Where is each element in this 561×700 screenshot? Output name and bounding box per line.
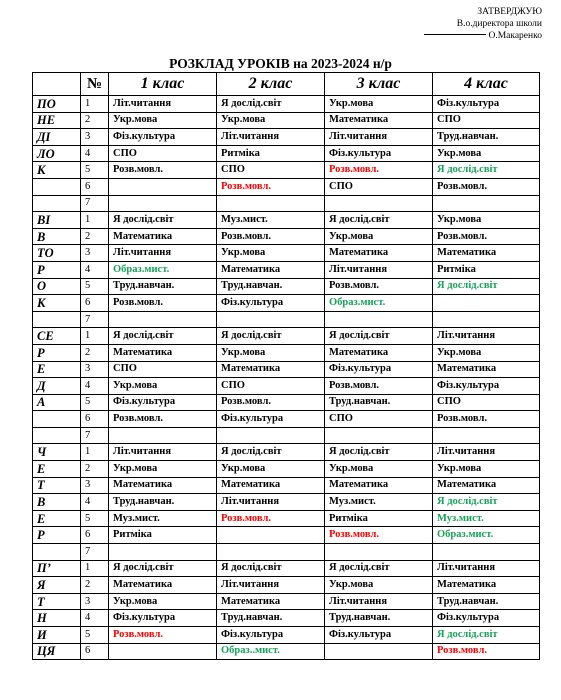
lesson-cell-class-4 — [433, 427, 540, 444]
table-row — [33, 544, 540, 561]
table-row — [33, 178, 540, 195]
lesson-cell-class-1: Фіз.культура — [109, 394, 217, 411]
day-letters — [33, 544, 81, 561]
lesson-cell-class-4: Розв.мовл. — [433, 178, 540, 195]
lesson-cell-class-1: Муз.мист. — [109, 510, 217, 527]
page-title: РОЗКЛАД УРОКІВ на 2023-2024 н/р — [169, 56, 392, 71]
table-row — [33, 477, 540, 494]
table-row — [33, 627, 540, 644]
lesson-cell-class-1 — [109, 544, 217, 561]
lesson-cell-class-4: Труд.навчан. — [433, 129, 540, 146]
lesson-number: 7 — [81, 311, 109, 328]
lesson-cell-class-4: Укр.мова — [433, 212, 540, 229]
lesson-cell-class-3 — [325, 311, 433, 328]
lesson-cell-class-2: Розв.мовл. — [217, 178, 325, 195]
lesson-cell-class-3: Труд.навчан. — [325, 394, 433, 411]
day-letters: О — [33, 278, 81, 295]
lesson-number: 6 — [81, 295, 109, 312]
day-letters: НЕ — [33, 112, 81, 129]
day-letters — [33, 411, 81, 428]
table-row — [33, 361, 540, 378]
lesson-number: 1 — [81, 444, 109, 461]
lesson-cell-class-2: Я дослід.світ — [217, 328, 325, 345]
table-row — [33, 295, 540, 312]
lesson-number: 5 — [81, 278, 109, 295]
table-row — [33, 461, 540, 478]
lesson-cell-class-3: Укр.мова — [325, 228, 433, 245]
lesson-cell-class-2: Математика — [217, 361, 325, 378]
lesson-cell-class-2: Розв.мовл. — [217, 510, 325, 527]
lesson-cell-class-4: Математика — [433, 361, 540, 378]
lesson-cell-class-2: Я дослід.світ — [217, 560, 325, 577]
lesson-cell-class-3 — [325, 643, 433, 660]
table-row — [33, 162, 540, 179]
day-letters: Д — [33, 378, 81, 395]
table-row — [33, 610, 540, 627]
table-row — [33, 245, 540, 262]
table-row — [33, 344, 540, 361]
lesson-cell-class-2: Фіз.культура — [217, 295, 325, 312]
lesson-number: 5 — [81, 394, 109, 411]
day-letters: Я — [33, 577, 81, 594]
lesson-cell-class-2: Труд.навчан. — [217, 278, 325, 295]
table-row — [33, 129, 540, 146]
lesson-cell-class-3: Математика — [325, 477, 433, 494]
lesson-cell-class-2: Розв.мовл. — [217, 228, 325, 245]
table-row — [33, 411, 540, 428]
lesson-cell-class-1: Я дослід.світ — [109, 560, 217, 577]
lesson-number: 2 — [81, 344, 109, 361]
lesson-cell-class-3: Розв.мовл. — [325, 278, 433, 295]
day-letters: ЛО — [33, 145, 81, 162]
table-row — [33, 560, 540, 577]
lesson-cell-class-3: Образ.мист. — [325, 295, 433, 312]
lesson-cell-class-4 — [433, 195, 540, 212]
lesson-cell-class-1: Я дослід.світ — [109, 328, 217, 345]
lesson-number: 7 — [81, 427, 109, 444]
lesson-cell-class-3: Муз.мист. — [325, 494, 433, 511]
lesson-cell-class-1: Фіз.культура — [109, 129, 217, 146]
day-letters: ДІ — [33, 129, 81, 146]
lesson-cell-class-2: Математика — [217, 261, 325, 278]
day-letters: И — [33, 627, 81, 644]
lesson-cell-class-2: Математика — [217, 593, 325, 610]
lesson-cell-class-2: Укр.мова — [217, 461, 325, 478]
lesson-cell-class-4: Розв.мовл. — [433, 643, 540, 660]
lesson-cell-class-2: Я дослід.світ — [217, 444, 325, 461]
lesson-cell-class-4: Математика — [433, 245, 540, 262]
lesson-cell-class-3: Розв.мовл. — [325, 527, 433, 544]
day-letters: Р — [33, 261, 81, 278]
lesson-number: 2 — [81, 461, 109, 478]
lesson-cell-class-4: СПО — [433, 394, 540, 411]
table-row — [33, 96, 540, 113]
table-row — [33, 444, 540, 461]
lesson-cell-class-4: Труд.навчан. — [433, 593, 540, 610]
day-letters: Е — [33, 361, 81, 378]
lesson-cell-class-1 — [109, 427, 217, 444]
table-row — [33, 278, 540, 295]
lesson-cell-class-3: Я дослід.світ — [325, 212, 433, 229]
lesson-cell-class-3: Фіз.культура — [325, 145, 433, 162]
lesson-cell-class-4: Розв.мовл. — [433, 228, 540, 245]
lesson-number: 4 — [81, 145, 109, 162]
approval-signature — [424, 30, 542, 42]
lesson-cell-class-4: Розв.мовл. — [433, 411, 540, 428]
lesson-cell-class-4 — [433, 295, 540, 312]
day-letters: П’ — [33, 560, 81, 577]
table-row — [33, 494, 540, 511]
lesson-cell-class-2: Укр.мова — [217, 112, 325, 129]
lesson-cell-class-3: Математика — [325, 112, 433, 129]
day-letters — [33, 311, 81, 328]
lesson-cell-class-1 — [109, 643, 217, 660]
lesson-cell-class-4: Літ.читання — [433, 444, 540, 461]
lesson-cell-class-1: СПО — [109, 361, 217, 378]
table-row — [33, 378, 540, 395]
lesson-cell-class-3 — [325, 544, 433, 561]
header-class-1: 1 клас — [109, 73, 217, 96]
header-num: № — [81, 73, 109, 96]
day-letters: В — [33, 228, 81, 245]
lesson-number: 6 — [81, 643, 109, 660]
day-letters: А — [33, 394, 81, 411]
lesson-number: 3 — [81, 361, 109, 378]
lesson-cell-class-4: Літ.читання — [433, 328, 540, 345]
approval-block — [424, 6, 542, 42]
lesson-cell-class-2: Укр.мова — [217, 344, 325, 361]
lesson-cell-class-2: СПО — [217, 162, 325, 179]
lesson-cell-class-3: Укр.мова — [325, 577, 433, 594]
table-row — [33, 311, 540, 328]
lesson-cell-class-2: Літ.читання — [217, 494, 325, 511]
lesson-cell-class-1 — [109, 195, 217, 212]
day-letters — [33, 195, 81, 212]
lesson-cell-class-2: Математика — [217, 477, 325, 494]
lesson-number: 3 — [81, 593, 109, 610]
lesson-cell-class-4: Укр.мова — [433, 461, 540, 478]
lesson-number: 1 — [81, 328, 109, 345]
day-letters: К — [33, 162, 81, 179]
lesson-cell-class-3: Літ.читання — [325, 129, 433, 146]
lesson-cell-class-3: Літ.читання — [325, 261, 433, 278]
lesson-cell-class-4: Фіз.культура — [433, 610, 540, 627]
lesson-cell-class-1: Математика — [109, 477, 217, 494]
table-header-row — [33, 73, 540, 96]
lesson-cell-class-3: Розв.мовл. — [325, 162, 433, 179]
lesson-cell-class-1: Труд.навчан. — [109, 278, 217, 295]
lesson-cell-class-2: СПО — [217, 378, 325, 395]
lesson-cell-class-4: СПО — [433, 112, 540, 129]
lesson-cell-class-3: Я дослід.світ — [325, 560, 433, 577]
lesson-cell-class-1: Укр.мова — [109, 593, 217, 610]
lesson-cell-class-3: Фіз.культура — [325, 361, 433, 378]
table-row — [33, 261, 540, 278]
lesson-cell-class-3: Розв.мовл. — [325, 378, 433, 395]
lesson-number: 4 — [81, 494, 109, 511]
lesson-cell-class-1: Літ.читання — [109, 444, 217, 461]
lesson-cell-class-3: Я дослід.світ — [325, 328, 433, 345]
lesson-cell-class-3: Я дослід.світ — [325, 444, 433, 461]
lesson-cell-class-1: Розв.мовл. — [109, 627, 217, 644]
table-row — [33, 145, 540, 162]
day-letters — [33, 427, 81, 444]
lesson-cell-class-3: Літ.читання — [325, 593, 433, 610]
lesson-number: 3 — [81, 477, 109, 494]
lesson-cell-class-1: Розв.мовл. — [109, 411, 217, 428]
lesson-number: 2 — [81, 577, 109, 594]
lesson-cell-class-4: Фіз.культура — [433, 378, 540, 395]
header-day — [33, 73, 81, 96]
lesson-cell-class-1: Укр.мова — [109, 461, 217, 478]
day-letters: Е — [33, 510, 81, 527]
lesson-cell-class-1: Укр.мова — [109, 378, 217, 395]
day-letters: Р — [33, 344, 81, 361]
day-letters: К — [33, 295, 81, 312]
lesson-cell-class-1: Розв.мовл. — [109, 162, 217, 179]
lesson-cell-class-4 — [433, 544, 540, 561]
day-letters: СЕ — [33, 328, 81, 345]
lesson-cell-class-3: СПО — [325, 178, 433, 195]
lesson-number: 1 — [81, 96, 109, 113]
lesson-cell-class-3: СПО — [325, 411, 433, 428]
table-row — [33, 510, 540, 527]
approval-name: О.Макаренко — [488, 31, 542, 41]
header-class-3: 3 клас — [325, 73, 433, 96]
lesson-number: 7 — [81, 544, 109, 561]
day-letters: ТО — [33, 245, 81, 262]
lesson-cell-class-3: Укр.мова — [325, 96, 433, 113]
table-row — [33, 112, 540, 129]
lesson-cell-class-2 — [217, 544, 325, 561]
lesson-cell-class-4: Ритміка — [433, 261, 540, 278]
lesson-cell-class-2: Розв.мовл. — [217, 394, 325, 411]
lesson-cell-class-1: Укр.мова — [109, 112, 217, 129]
lesson-cell-class-1: Ритміка — [109, 527, 217, 544]
table-row — [33, 427, 540, 444]
lesson-cell-class-2: Фіз.культура — [217, 411, 325, 428]
lesson-number: 4 — [81, 610, 109, 627]
lesson-cell-class-1: Розв.мовл. — [109, 295, 217, 312]
lesson-cell-class-4: Фіз.культура — [433, 96, 540, 113]
lesson-cell-class-2: Укр.мова — [217, 245, 325, 262]
lesson-cell-class-1: Літ.читання — [109, 96, 217, 113]
lesson-cell-class-2 — [217, 527, 325, 544]
day-letters: В — [33, 494, 81, 511]
day-letters: Р — [33, 527, 81, 544]
lesson-cell-class-4: Муз.мист. — [433, 510, 540, 527]
lesson-cell-class-4: Я дослід.світ — [433, 278, 540, 295]
lesson-cell-class-4: Я дослід.світ — [433, 627, 540, 644]
lesson-cell-class-3: Труд.навчан. — [325, 610, 433, 627]
lesson-cell-class-4: Математика — [433, 577, 540, 594]
lesson-cell-class-2: Муз.мист. — [217, 212, 325, 229]
lesson-cell-class-1: Літ.читання — [109, 245, 217, 262]
lesson-number: 6 — [81, 527, 109, 544]
table-row — [33, 593, 540, 610]
table-row — [33, 527, 540, 544]
lesson-cell-class-2: Труд.навчан. — [217, 610, 325, 627]
table-row — [33, 228, 540, 245]
schedule-table — [32, 72, 540, 660]
lesson-number: 3 — [81, 129, 109, 146]
day-letters: Т — [33, 593, 81, 610]
day-letters: ЦЯ — [33, 643, 81, 660]
table-row — [33, 394, 540, 411]
lesson-number: 1 — [81, 560, 109, 577]
lesson-cell-class-4: Образ.мист. — [433, 527, 540, 544]
lesson-cell-class-1: Математика — [109, 228, 217, 245]
lesson-cell-class-1 — [109, 311, 217, 328]
approval-position: В.о.директора школи — [456, 19, 542, 29]
lesson-cell-class-1: СПО — [109, 145, 217, 162]
lesson-cell-class-4: Математика — [433, 477, 540, 494]
lesson-cell-class-3: Математика — [325, 245, 433, 262]
lesson-cell-class-2: Фіз.культура — [217, 627, 325, 644]
lesson-cell-class-3: Укр.мова — [325, 461, 433, 478]
table-row — [33, 195, 540, 212]
signature-line — [424, 34, 486, 35]
lesson-cell-class-2: Літ.читання — [217, 577, 325, 594]
table-row — [33, 328, 540, 345]
lesson-cell-class-1: Труд.навчан. — [109, 494, 217, 511]
day-letters — [33, 178, 81, 195]
lesson-cell-class-4: Я дослід.світ — [433, 494, 540, 511]
day-letters: Е — [33, 461, 81, 478]
lesson-cell-class-3: Ритміка — [325, 510, 433, 527]
lesson-cell-class-3 — [325, 427, 433, 444]
lesson-number: 5 — [81, 162, 109, 179]
lesson-number: 2 — [81, 228, 109, 245]
lesson-number: 2 — [81, 112, 109, 129]
approval-heading: ЗАТВЕРДЖУЮ — [477, 7, 542, 17]
day-letters: Т — [33, 477, 81, 494]
lesson-number: 6 — [81, 411, 109, 428]
lesson-cell-class-2: Літ.читання — [217, 129, 325, 146]
lesson-cell-class-3: Математика — [325, 344, 433, 361]
lesson-cell-class-1: Я дослід.світ — [109, 212, 217, 229]
header-class-4: 4 клас — [433, 73, 540, 96]
day-letters: Н — [33, 610, 81, 627]
day-letters: ПО — [33, 96, 81, 113]
lesson-number: 5 — [81, 627, 109, 644]
table-row — [33, 577, 540, 594]
header-class-2: 2 клас — [217, 73, 325, 96]
lesson-cell-class-3 — [325, 195, 433, 212]
lesson-number: 3 — [81, 245, 109, 262]
lesson-cell-class-2: Я дослід.світ — [217, 96, 325, 113]
lesson-cell-class-2 — [217, 427, 325, 444]
lesson-number: 1 — [81, 212, 109, 229]
lesson-cell-class-4: Літ.читання — [433, 560, 540, 577]
lesson-cell-class-4: Укр.мова — [433, 344, 540, 361]
table-row — [33, 643, 540, 660]
lesson-cell-class-1 — [109, 178, 217, 195]
lesson-cell-class-4: Укр.мова — [433, 145, 540, 162]
lesson-cell-class-1: Фіз.культура — [109, 610, 217, 627]
lesson-cell-class-2: Ритміка — [217, 145, 325, 162]
lesson-cell-class-2 — [217, 195, 325, 212]
lesson-number: 4 — [81, 261, 109, 278]
lesson-number: 4 — [81, 378, 109, 395]
lesson-cell-class-1: Образ.мист. — [109, 261, 217, 278]
lesson-cell-class-4 — [433, 311, 540, 328]
lesson-number: 6 — [81, 178, 109, 195]
lesson-number: 7 — [81, 195, 109, 212]
lesson-cell-class-1: Математика — [109, 344, 217, 361]
lesson-number: 5 — [81, 510, 109, 527]
lesson-cell-class-3: Фіз.культура — [325, 627, 433, 644]
lesson-cell-class-4: Я дослід.світ — [433, 162, 540, 179]
day-letters: ВІ — [33, 212, 81, 229]
lesson-cell-class-2 — [217, 311, 325, 328]
table-row — [33, 212, 540, 229]
day-letters: Ч — [33, 444, 81, 461]
lesson-cell-class-1: Математика — [109, 577, 217, 594]
lesson-cell-class-2: Образ..мист. — [217, 643, 325, 660]
